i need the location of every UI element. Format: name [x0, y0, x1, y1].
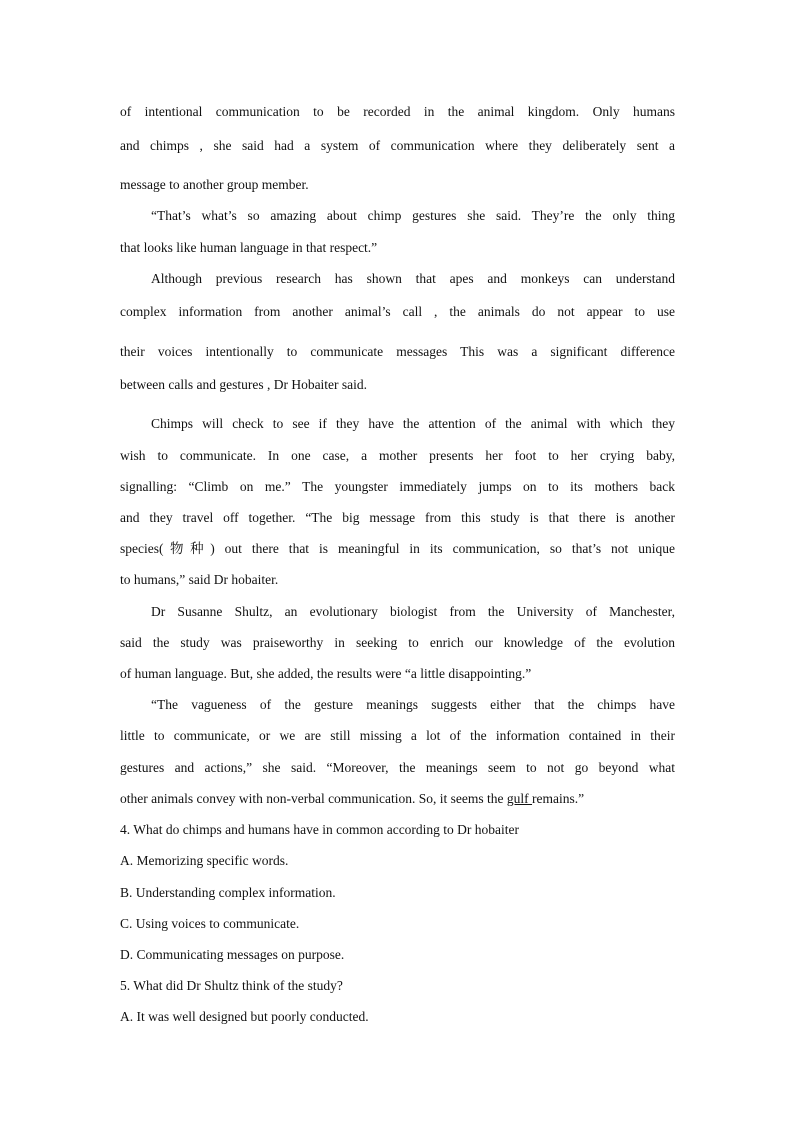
p2-line-2: that looks like human language in that respect.” [120, 240, 378, 255]
question-5-stem: 5. What did Dr Shultz think of the study? [120, 978, 343, 993]
p6-line-1: “The vagueness of the gesture meanings suggests either that the chimps have [151, 697, 675, 712]
question-4-option-c: C. Using voices to communicate. [120, 916, 300, 931]
question-4-option-b: B. Understanding complex information. [120, 885, 336, 900]
p4-line-4: and they travel off together. “The big message from this study is that there is another [120, 510, 675, 525]
underlined-word-gulf: gulf [506, 791, 533, 806]
p6-line-4 [120, 791, 675, 807]
p1-line-2: and chimps , she said had a system of communication where they deliberately sent a [120, 138, 675, 153]
question-4-option-a: A. Memorizing specific words. [120, 853, 289, 868]
question-5-option-a: A. It was well designed but poorly conducted. [120, 1009, 369, 1024]
question-4-stem: 4. What do chimps and humans have in common according to Dr hobaiter [120, 822, 520, 837]
p4-line-2: wish to communicate. In one case, a mother presents her foot to her crying baby, [120, 448, 675, 463]
question-4-option-d: D. Communicating messages on purpose. [120, 947, 345, 962]
p4-line-6: to humans,” said Dr hobaiter. [120, 572, 279, 587]
p5-line-1: Dr Susanne Shultz, an evolutionary biologist from the University of Manchester, [151, 604, 675, 619]
p4-line-5: species(物种) out there that is meaningful in its communication, so that’s not unique [120, 541, 675, 556]
p4-line-3: signalling: “Climb on me.” The youngster immediately jumps on to its mothers back [120, 479, 675, 494]
p5-line-3: of human language. But, she added, the results were “a little disappointing.” [120, 666, 532, 681]
p3-line-1: Although previous research has shown that apes and monkeys can understand [151, 271, 675, 286]
p1-line-1: of intentional communication to be recorded in the animal kingdom. Only humans [120, 104, 675, 119]
p4-line-1: Chimps will check to see if they have the attention of the animal with which they [151, 416, 675, 431]
p3-line-3: their voices intentionally to communicate messages This was a significant difference [120, 344, 675, 359]
p2-line-1: “That’s what’s so amazing about chimp gestures she said. They’re the only thing [151, 208, 675, 223]
p5-line-2: said the study was praiseworthy in seeking to enrich our knowledge of the evolution [120, 635, 675, 650]
p3-line-4: between calls and gestures , Dr Hobaiter said. [120, 377, 368, 392]
p6-line-4-end: remains.” [532, 791, 585, 806]
p6-line-3: gestures and actions,” she said. “Moreover, the meanings seem to not go beyond what [120, 760, 675, 775]
p6-line-4-text: other animals convey with non-verbal communication. So, it seems the [120, 791, 507, 806]
p1-line-3: message to another group member. [120, 177, 309, 192]
p3-line-2: complex information from another animal’s call , the animals do not appear to use [120, 304, 675, 319]
p6-line-2: little to communicate, or we are still missing a lot of the information contained in their [120, 728, 675, 743]
